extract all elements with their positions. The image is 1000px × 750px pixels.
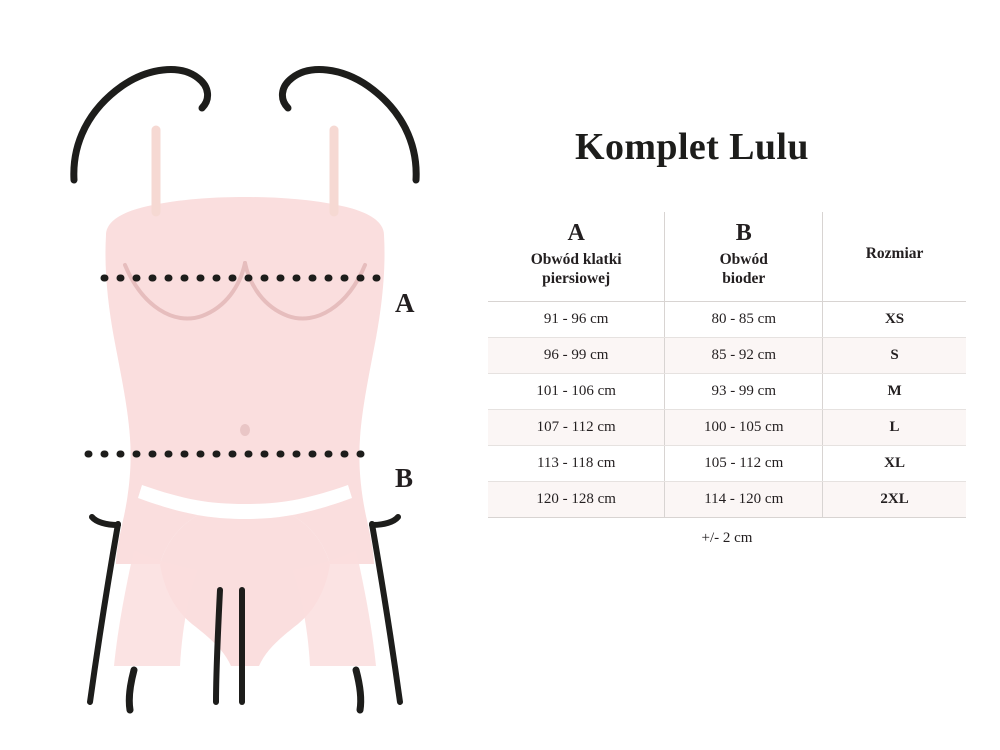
header-chest-letter: A bbox=[567, 220, 585, 246]
cell-chest: 120 - 128 cm bbox=[488, 481, 665, 517]
table-row bbox=[488, 337, 966, 373]
right-leg-line bbox=[356, 670, 361, 710]
navel bbox=[240, 424, 250, 436]
size-table-head bbox=[488, 212, 966, 301]
cell-chest: 101 - 106 cm bbox=[488, 373, 665, 409]
cell-hips: 80 - 85 cm bbox=[665, 301, 823, 337]
right-arm-line bbox=[282, 70, 416, 180]
table-row bbox=[488, 481, 966, 517]
cell-chest: 113 - 118 cm bbox=[488, 445, 665, 481]
tolerance-note: +/- 2 cm bbox=[701, 530, 753, 546]
shoulder-outline bbox=[74, 70, 416, 180]
garter-left-outer bbox=[90, 524, 118, 702]
cell-size: S bbox=[823, 337, 966, 373]
cell-size: M bbox=[823, 373, 966, 409]
garter-right-clip bbox=[372, 517, 398, 525]
garter-left-clip bbox=[92, 517, 118, 525]
size-table-body bbox=[488, 301, 966, 517]
table-header-row bbox=[488, 212, 966, 301]
header-hips bbox=[665, 212, 823, 301]
header-hips-line2: bioder bbox=[722, 270, 766, 288]
left-arm-line bbox=[74, 70, 208, 180]
cell-hips: 85 - 92 cm bbox=[665, 337, 823, 373]
cell-hips: 93 - 99 cm bbox=[665, 373, 823, 409]
left-thigh-fill bbox=[114, 550, 198, 666]
cell-chest: 91 - 96 cm bbox=[488, 301, 665, 337]
header-chest-line1: Obwód klatki bbox=[530, 251, 622, 268]
cell-hips: 114 - 120 cm bbox=[665, 481, 823, 517]
body-measurement-illustration bbox=[30, 30, 460, 720]
cell-hips: 100 - 105 cm bbox=[665, 409, 823, 445]
cell-chest: 96 - 99 cm bbox=[488, 337, 665, 373]
cell-size: XS bbox=[823, 301, 966, 337]
left-leg-line bbox=[129, 670, 134, 710]
header-chest-line2: piersiowej bbox=[542, 270, 611, 288]
header-hips-letter: B bbox=[735, 220, 752, 246]
cell-hips: 105 - 112 cm bbox=[665, 445, 823, 481]
garter-center-left bbox=[216, 590, 220, 702]
table-row bbox=[488, 301, 966, 337]
right-thigh-fill bbox=[292, 550, 376, 666]
figure-svg bbox=[30, 30, 460, 720]
page-title: Komplet Lulu bbox=[575, 126, 809, 168]
size-table bbox=[488, 212, 966, 518]
header-chest bbox=[488, 212, 665, 301]
cell-size: 2XL bbox=[823, 481, 966, 517]
header-hips-line1: Obwód bbox=[719, 251, 768, 268]
table-row bbox=[488, 409, 966, 445]
table-row bbox=[488, 445, 966, 481]
measure-label-b: B bbox=[395, 463, 414, 493]
header-size bbox=[823, 212, 966, 301]
header-size-label: Rozmiar bbox=[865, 244, 924, 262]
cell-size: XL bbox=[823, 445, 966, 481]
cell-size: L bbox=[823, 409, 966, 445]
garter-right-outer bbox=[372, 524, 400, 702]
size-info-panel bbox=[470, 0, 980, 750]
cell-chest: 107 - 112 cm bbox=[488, 409, 665, 445]
table-row bbox=[488, 373, 966, 409]
measure-label-a: A bbox=[395, 288, 415, 318]
